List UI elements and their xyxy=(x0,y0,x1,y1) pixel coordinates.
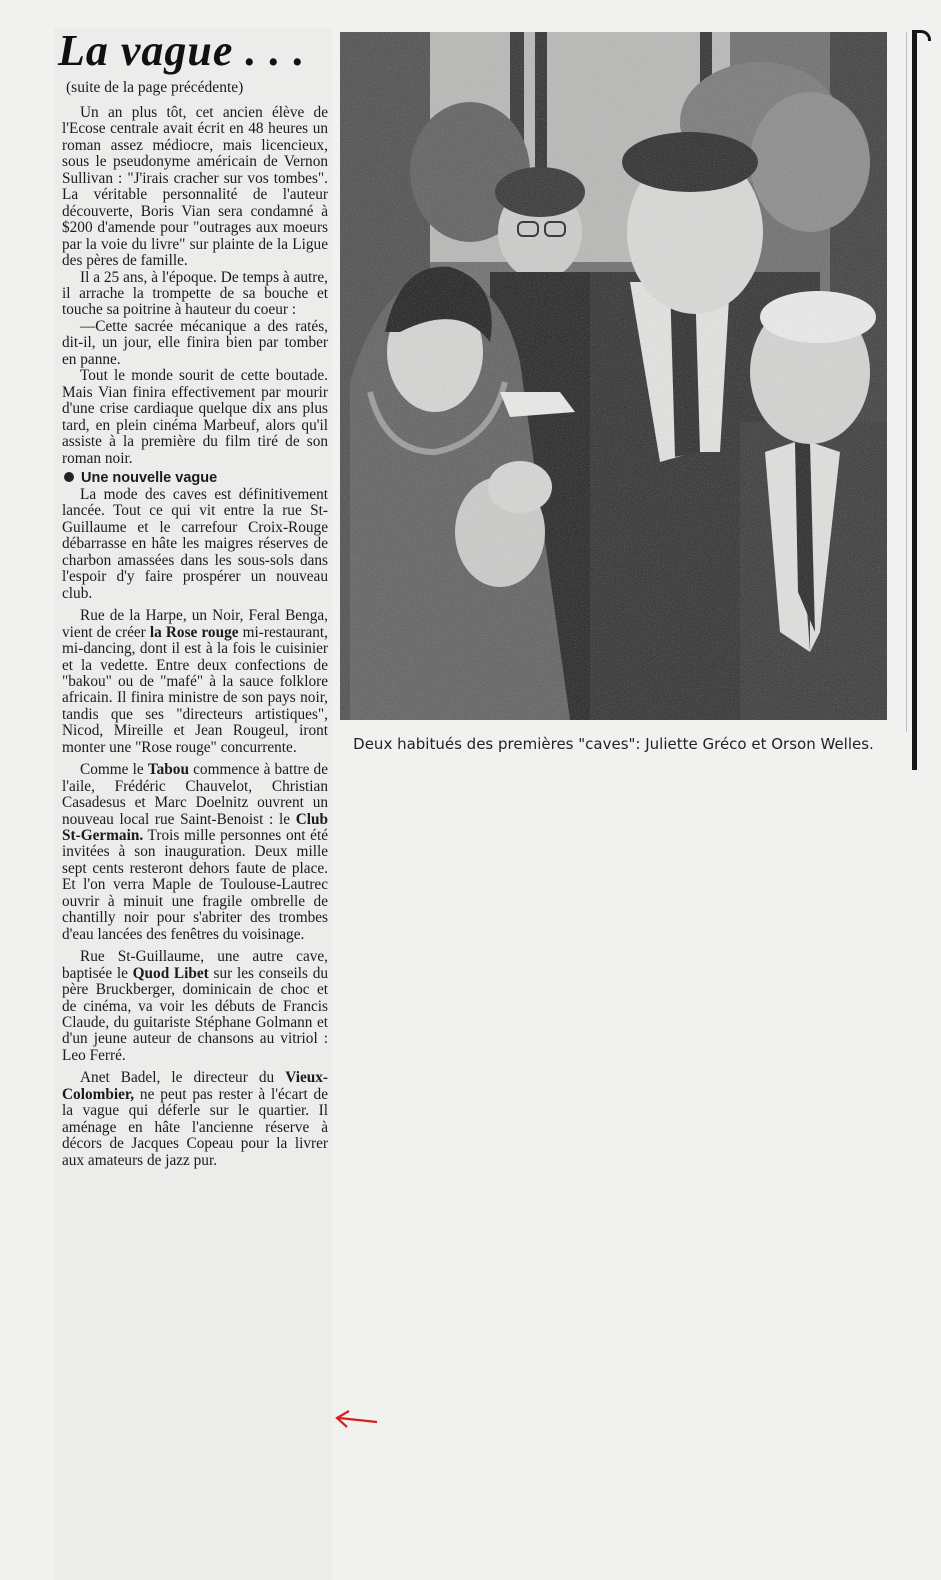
text-run: Trois mille personnes ont été invitées à son inauguration. Deux mille sept cents resteront dehors faute de place. Et l'on verra Maple de Toulouse-Lautrec ouvrir à minuit une fragile ombrelle de chantilly noir pour s'abriter des trombes d'eau lancées des fenêtres du voisinage. xyxy=(62,827,328,943)
column-rule xyxy=(912,30,917,770)
text-run: ne peut pas rester à l'écart de la vague qui déferle sur le quartier. Il aménage en hâte l'ancienne réserve à décors de Jacques Copeau pour la livrer aux amateurs de jazz pur. xyxy=(62,1085,328,1169)
venue-name: la Rose rouge xyxy=(149,623,239,641)
text-run: commence à battre de l'aile, Frédéric Chauvelot, Christian Casadesus et Marc Doelnitz ouvrent un nouveau local rue Saint-Benoist : le xyxy=(62,761,328,828)
text-run: Anet Badel, le directeur du xyxy=(80,1069,286,1087)
venue-name: Club St-Germain. xyxy=(62,810,328,845)
photo-caption: Deux habitués des premières "caves": Juliette Gréco et Orson Welles. xyxy=(353,735,874,753)
text-run: Rue de la Harpe, un Noir, Feral Benga, vient de créer xyxy=(62,607,328,641)
paragraph-quod xyxy=(62,949,328,1064)
article-title: La vague . . . xyxy=(58,26,306,75)
news-photo xyxy=(340,32,887,720)
text-run: Rue St-Guillaume, une autre cave, baptisée le xyxy=(62,948,328,982)
venue-name: Tabou xyxy=(147,761,189,779)
red-arrow-icon xyxy=(333,1409,381,1431)
paragraph: Un an plus tôt, cet ancien élève de l'Ecose centrale avait écrit en 48 heures un roman assez médiocre, mais licencieux, sous le pseudonyme américain de Vernon Sullivan : "J'irais cracher sur vos tombes". La véritable personnalité de l'auteur découverte, Boris Vian sera condamné à $200 d'amende pour "outrages aux moeurs par la voie du livre" sur plainte de la Ligue des pères de famille. xyxy=(62,104,328,270)
article-body xyxy=(62,105,328,1169)
bullet-icon xyxy=(64,472,74,482)
text-run: sur les conseils du père Bruckberger, dominicain de choc et de cinéma, va voir les débuts de Francis Claude, du guitariste Stéphane Golmann et d'un jeune auteur de chansons au vitriol : Leo Ferré. xyxy=(62,964,328,1064)
paragraph-harpe xyxy=(62,608,328,756)
paragraph: La mode des caves est définitivement lancée. Tout ce qui vit entre la rue St-Guillaume et le carrefour Croix-Rouge débarrasse en hâte les maigres réserves de charbon amassées dans les sous-sols dans l'espoir d'y faire prospérer un nouveau club. xyxy=(62,485,328,602)
paragraph: Il a 25 ans, à l'époque. De temps à autre, il arrache la trompette de sa bouche et touche sa poitrine à hauteur du coeur : xyxy=(62,268,328,319)
subheading-text: Une nouvelle vague xyxy=(81,469,218,486)
venue-name: Quod Libet xyxy=(132,964,209,982)
column-rule-hook xyxy=(916,30,931,41)
paragraph-tabou xyxy=(62,762,328,943)
column-rule-thin xyxy=(906,32,907,732)
paragraph: Tout le monde sourit de cette boutade. Mais Vian finira effectivement par mourir d'une crise cardiaque quelque dix ans plus tard, en plein cinéma Marbeuf, alors qu'il assiste à la première du film tiré de son roman noir. xyxy=(62,367,328,467)
article-subtitle: (suite de la page précédente) xyxy=(66,79,244,96)
text-run: mi-restaurant, mi-dancing, dont il est à la fois le cuisinier et la vedette. Entre deux confections de "bakou" ou de "mafé" à la sauce folklore africain. Il finira ministre de son pays noir, tandis que ses "directeurs artistiques", Nicod, Mireille et Jean Rougeul, iront monter une "Rose rouge" concurrente. xyxy=(62,623,328,756)
paragraph-badel xyxy=(62,1070,328,1169)
section-subheading xyxy=(64,469,328,487)
text-run: Comme le xyxy=(80,761,148,779)
paragraph: —Cette sacrée mécanique a des ratés, dit-il, un jour, elle finira bien par tomber en panne. xyxy=(62,317,328,368)
venue-name: Vieux-Colombier, xyxy=(62,1069,328,1103)
photo-illustration xyxy=(340,32,887,720)
